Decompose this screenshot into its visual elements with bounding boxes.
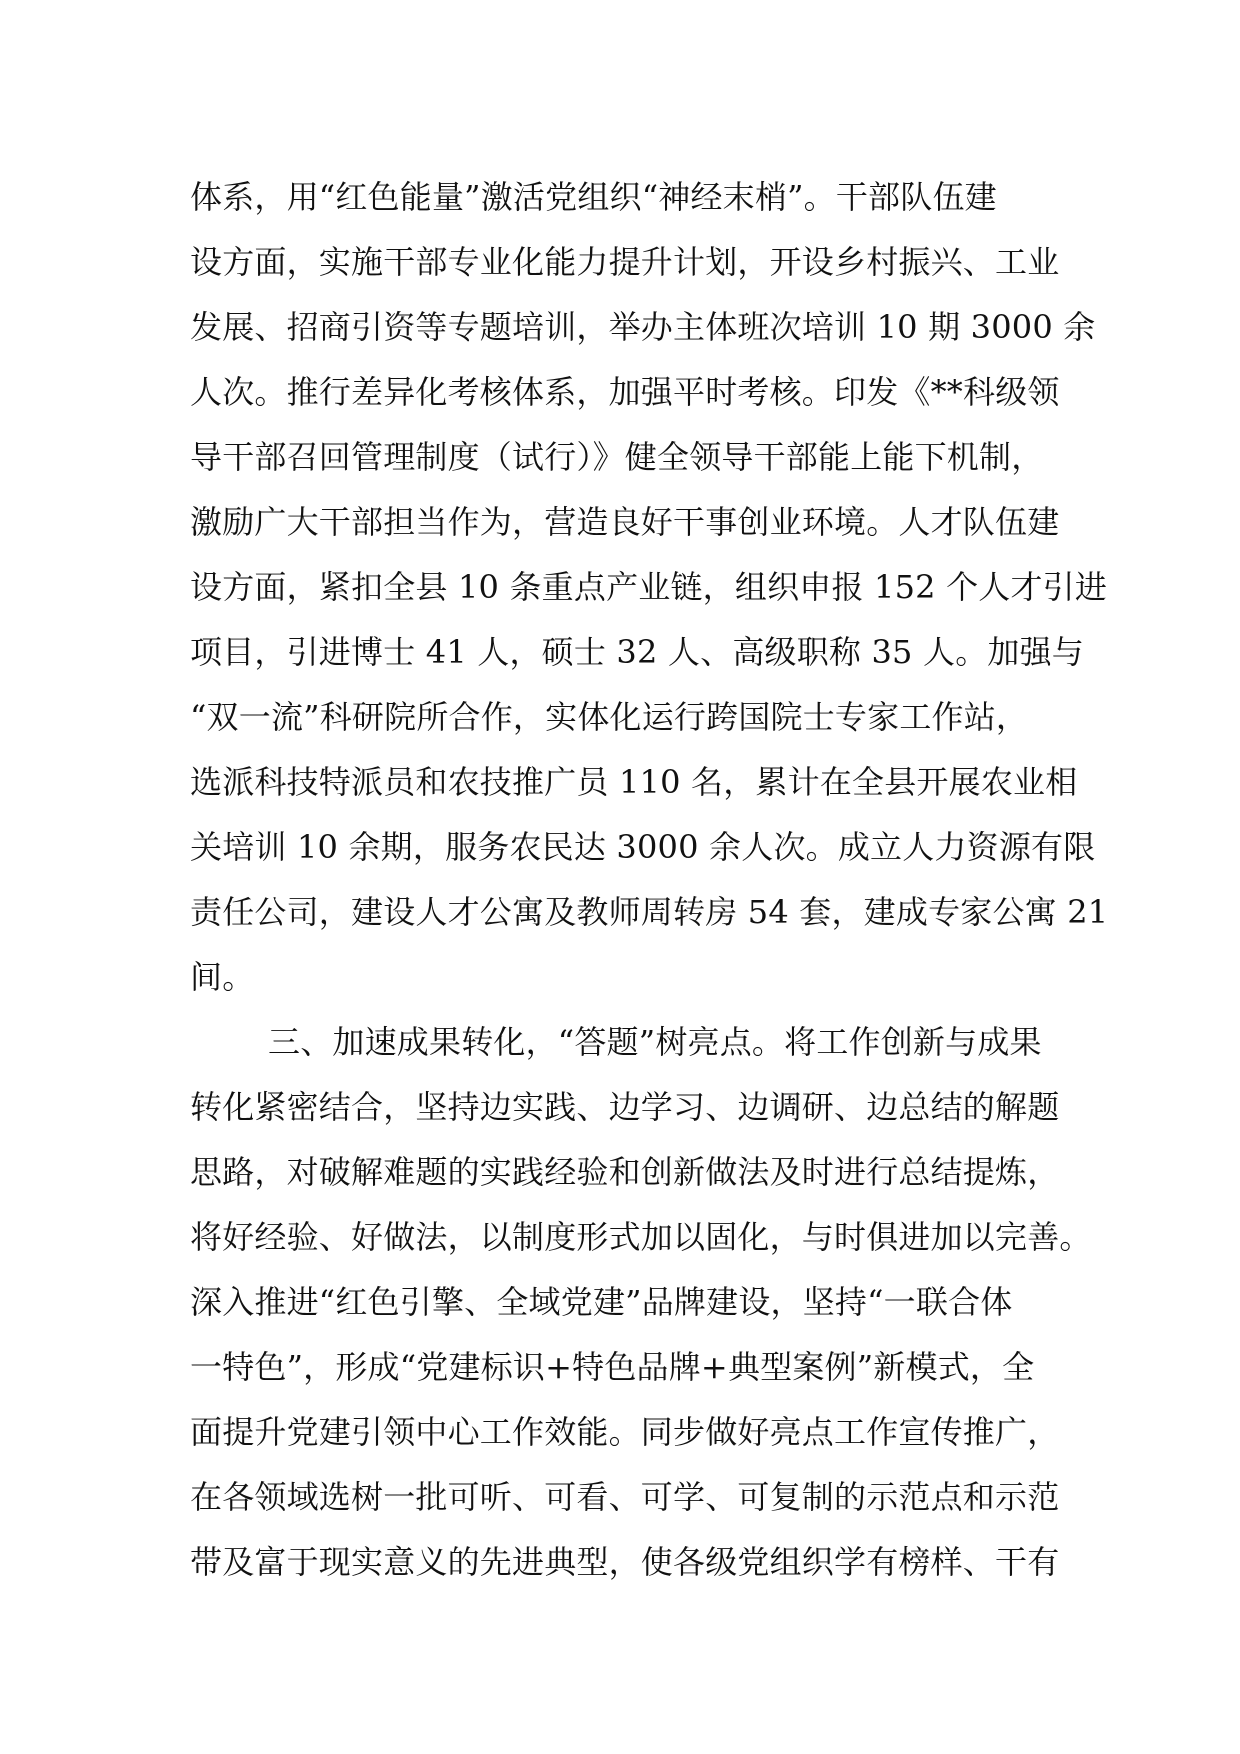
text-line: 关培训 10 余期，服务农民达 3000 余人次。成立人力资源有限 xyxy=(190,828,1096,866)
text-line: 体系，用“红色能量”激活党组织“神经末梢”。干部队伍建 xyxy=(190,178,997,216)
text-line: “双一流”科研院所合作，实体化运行跨国院士专家工作站， xyxy=(190,698,1029,736)
text-line: 激励广大干部担当作为，营造良好干事创业环境。人才队伍建 xyxy=(190,503,1060,541)
text-line: 一特色”，形成“党建标识+特色品牌+典型案例”新模式，全 xyxy=(190,1348,1035,1386)
text-line: 思路，对破解难题的实践经验和创新做法及时进行总结提炼， xyxy=(190,1153,1060,1191)
text-line: 设方面，紧扣全县 10 条重点产业链，组织申报 152 个人才引进 xyxy=(190,568,1108,606)
text-line: 将好经验、好做法，以制度形式加以固化，与时俱进加以完善。 xyxy=(190,1218,1092,1256)
text-line: 面提升党建引领中心工作效能。同步做好亮点工作宣传推广， xyxy=(190,1413,1060,1451)
section-heading-line: 三、加速成果转化，“答题”树亮点。将工作创新与成果 xyxy=(268,1023,1042,1061)
text-line: 导干部召回管理制度（试行）》健全领导干部能上能下机制， xyxy=(190,438,1044,476)
text-line: 设方面，实施干部专业化能力提升计划，开设乡村振兴、工业 xyxy=(190,243,1060,281)
text-line: 发展、招商引资等专题培训，举办主体班次培训 10 期 3000 余 xyxy=(190,308,1096,346)
text-line: 在各领域选树一批可听、可看、可学、可复制的示范点和示范 xyxy=(190,1478,1060,1516)
text-line: 深入推进“红色引擎、全域党建”品牌建设，坚持“一联合体 xyxy=(190,1283,1013,1321)
text-line: 项目，引进博士 41 人，硕士 32 人、高级职称 35 人。加强与 xyxy=(190,633,1084,671)
text-line: 人次。推行差异化考核体系，加强平时考核。印发《**科级领 xyxy=(190,373,1060,411)
text-line: 转化紧密结合，坚持边实践、边学习、边调研、边总结的解题 xyxy=(190,1088,1060,1126)
text-line: 选派科技特派员和农技推广员 110 名，累计在全县开展农业相 xyxy=(190,763,1078,801)
text-line: 责任公司，建设人才公寓及教师周转房 54 套，建成专家公寓 21 xyxy=(190,893,1109,931)
text-line: 间。 xyxy=(190,958,255,996)
text-line: 带及富于现实意义的先进典型，使各级党组织学有榜样、干有 xyxy=(190,1543,1060,1581)
body-text xyxy=(190,165,1109,1595)
